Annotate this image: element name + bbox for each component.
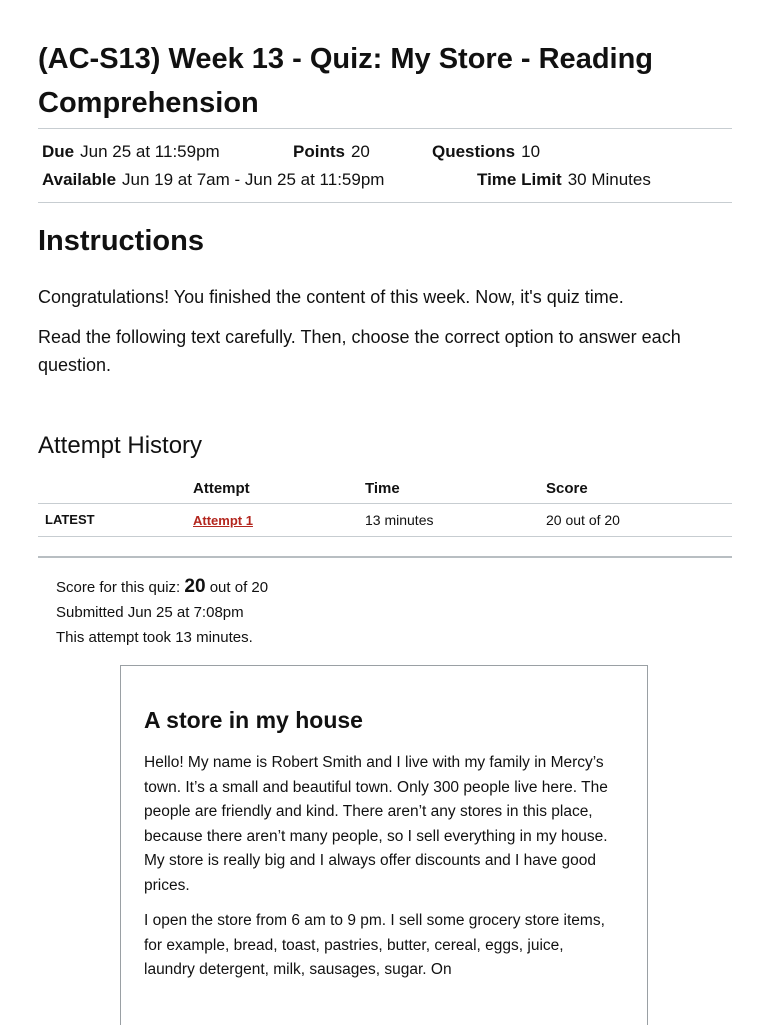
instructions-paragraph: Congratulations! You finished the content of this week. Now, it's quiz time. (38, 287, 624, 307)
column-header-score: Score (546, 480, 588, 497)
divider (38, 202, 732, 203)
score-line (56, 574, 268, 600)
meta-available-label: Available (42, 170, 117, 189)
passage-paragraph: I open the store from 6 am to 9 pm. I sell some grocery store items, for example, bread, toast, pastries, butter, cereal, eggs, juice, laundry detergent, milk, sausages, sugar. On (144, 912, 605, 978)
instructions-heading: Instructions (38, 225, 204, 257)
meta-points-label: Points (293, 142, 345, 161)
meta-due-value: Jun 25 at 11:59pm (80, 142, 220, 161)
table-bottom-divider (38, 556, 732, 558)
passage-paragraph: Hello! My name is Robert Smith and I live with my family in Mercy’s town. It’s a small and beautiful town. Only 300 people live here. The people are friendly and kind. There aren’t any stores in this place, because there aren’t many people, so I sell everything in my house. My store is really big and I always offer discounts and I have good prices. (144, 754, 608, 894)
meta-time-limit-label: Time Limit (477, 170, 562, 189)
reading-passage (120, 665, 648, 1025)
divider (38, 128, 732, 129)
duration-line: This attempt took 13 minutes. (56, 629, 253, 646)
meta-questions-label: Questions (432, 142, 516, 161)
passage-title: A store in my house (144, 707, 363, 733)
meta-due-label: Due (42, 142, 75, 161)
attempt-history-heading: Attempt History (38, 432, 203, 459)
table-row-divider (38, 536, 732, 537)
column-header-attempt: Attempt (193, 480, 250, 497)
score-value: 20 (184, 576, 206, 597)
meta-available (42, 169, 384, 191)
table-header-divider (38, 503, 732, 504)
instructions-paragraph: Read the following text carefully. Then, choose the correct option to answer each question. (38, 327, 681, 375)
meta-points (293, 141, 370, 163)
meta-time-limit-value: 30 Minutes (567, 170, 651, 189)
score-prefix: Score for this quiz: (56, 579, 181, 596)
meta-time-limit (477, 169, 651, 191)
attempt-score-value: 20 out of 20 (546, 512, 620, 528)
meta-questions (432, 141, 540, 163)
meta-points-value: 20 (350, 142, 370, 161)
meta-questions-value: 10 (521, 142, 541, 161)
quiz-title: (AC-S13) Week 13 - Quiz: My Store - Reading Comprehension (38, 43, 654, 119)
meta-available-value: Jun 19 at 7am - Jun 25 at 11:59pm (122, 170, 385, 189)
quiz-result-summary (56, 574, 268, 650)
score-suffix: out of 20 (209, 579, 269, 596)
attempt-1-link[interactable]: Attempt 1 (193, 513, 253, 528)
column-header-time: Time (365, 480, 400, 497)
attempt-time-value: 13 minutes (365, 512, 434, 528)
latest-tag: LATEST (45, 512, 95, 527)
meta-due (42, 141, 220, 163)
submitted-line: Submitted Jun 25 at 7:08pm (56, 604, 244, 621)
